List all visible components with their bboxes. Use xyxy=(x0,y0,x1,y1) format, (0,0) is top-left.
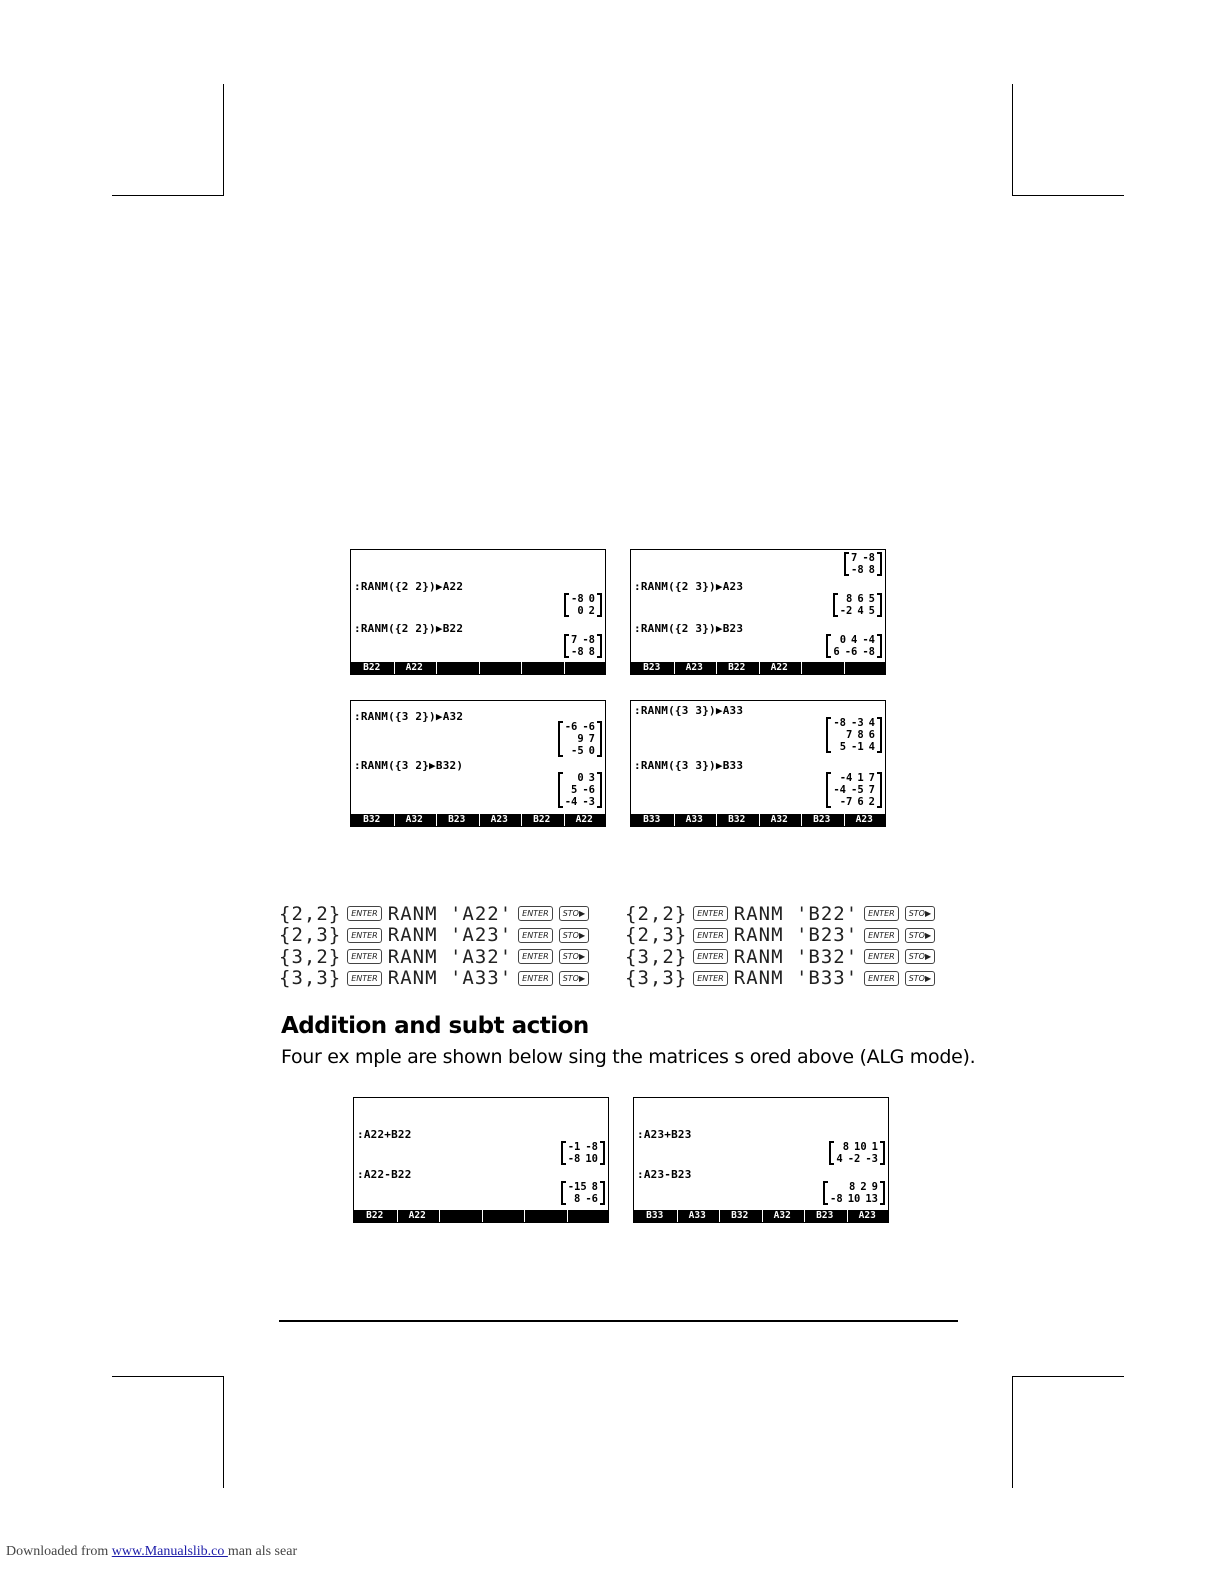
matrix-cell: 7 xyxy=(868,784,875,796)
matrix-rows xyxy=(834,1141,880,1165)
keystroke-row xyxy=(279,968,589,990)
crop-mark xyxy=(112,195,224,196)
matrix-row xyxy=(833,634,875,646)
matrix-row xyxy=(830,1193,878,1205)
matrix-row xyxy=(565,784,595,796)
screen-line: :RANM({2 3})▶A23 xyxy=(634,580,744,593)
enter-key-icon: ENTER xyxy=(518,949,553,964)
calculator-screen-ranm-2x2 xyxy=(350,549,606,675)
matrix-cell: 3 xyxy=(588,772,595,784)
matrix-cell: -1 xyxy=(851,741,864,753)
enter-key-icon: ENTER xyxy=(347,949,382,964)
matrix-result xyxy=(826,717,882,753)
soft-menu-key[interactable]: A22 xyxy=(564,814,605,826)
soft-menu-bar[interactable] xyxy=(351,662,605,674)
matrix-cell: 6 xyxy=(833,646,840,658)
crop-mark xyxy=(1012,84,1013,196)
matrix-row xyxy=(840,593,875,605)
matrix-cell: 5 xyxy=(868,605,875,617)
matrix-cell: -6 xyxy=(582,721,595,733)
matrix-cell: -8 xyxy=(571,593,584,605)
crop-mark xyxy=(1012,1376,1013,1488)
matrix-cell: 1 xyxy=(857,772,864,784)
matrix-result xyxy=(564,593,602,617)
keystroke-row xyxy=(279,925,589,947)
matrix-rows xyxy=(563,772,597,808)
matrix-cell: 6 xyxy=(857,593,864,605)
keystroke-row xyxy=(625,903,935,925)
soft-menu-key[interactable] xyxy=(801,662,842,674)
command-text: RANM 'A23' xyxy=(387,924,513,947)
enter-key-icon: ENTER xyxy=(864,906,899,921)
matrix-cell: 8 xyxy=(849,1181,856,1193)
soft-menu-key[interactable]: B22 xyxy=(716,662,757,674)
soft-menu-key[interactable] xyxy=(844,662,885,674)
soft-menu-key[interactable]: A22 xyxy=(394,662,435,674)
soft-menu-key[interactable]: B23 xyxy=(643,662,661,673)
screen-line: :RANM({3 3})▶A33 xyxy=(634,704,744,717)
list-argument: {3,3} xyxy=(279,967,342,990)
matrix-result xyxy=(561,1141,605,1165)
matrix-cell: -8 xyxy=(833,717,847,729)
matrix-cell: 5 xyxy=(868,593,875,605)
matrix-cell: 5 xyxy=(839,741,847,753)
list-argument: {3,2} xyxy=(625,945,688,968)
soft-menu-bar[interactable] xyxy=(354,1210,608,1222)
matrix-cell: 9 xyxy=(577,733,584,745)
soft-menu-key[interactable]: A22 xyxy=(759,662,800,674)
enter-key-icon: ENTER xyxy=(518,906,553,921)
matrix-cell: 5 xyxy=(571,784,578,796)
soft-menu-bar[interactable] xyxy=(631,814,885,826)
matrix-rows xyxy=(569,593,597,617)
enter-key-icon: ENTER xyxy=(693,949,728,964)
matrix-cell: 7 xyxy=(851,552,858,564)
footer-prefix: Downloaded from xyxy=(6,1544,112,1559)
matrix-cell: 0 xyxy=(577,772,584,784)
keystroke-row xyxy=(279,946,589,968)
matrix-row xyxy=(836,1153,878,1165)
matrix-rows xyxy=(563,721,597,757)
matrix-row xyxy=(571,646,595,658)
matrix-row xyxy=(565,745,595,757)
list-argument: {2,3} xyxy=(279,924,342,947)
matrix-rows xyxy=(828,1181,880,1205)
footer xyxy=(6,1544,297,1560)
matrix-cell: 2 xyxy=(868,796,875,808)
matrix-rows xyxy=(831,634,877,658)
matrix-bracket-right xyxy=(877,634,882,658)
keystroke-list-right xyxy=(625,903,935,989)
matrix-row xyxy=(836,1141,878,1153)
matrix-cell: -3 xyxy=(851,717,864,729)
command-text: RANM 'B33' xyxy=(733,967,859,990)
calculator-screen-ranm-3x3 xyxy=(630,700,886,827)
list-argument: {3,3} xyxy=(625,967,688,990)
enter-key-icon: ENTER xyxy=(693,971,728,986)
matrix-row xyxy=(833,717,875,729)
matrix-row xyxy=(568,1193,598,1205)
matrix-cell: 0 xyxy=(588,593,595,605)
soft-menu-key[interactable]: A33 xyxy=(674,814,715,826)
list-argument: {3,2} xyxy=(279,945,342,968)
matrix-row xyxy=(833,772,875,784)
matrix-cell: -5 xyxy=(571,745,584,757)
matrix-cell: -2 xyxy=(839,605,853,617)
calculator-screen-ranm-2x3 xyxy=(630,549,886,675)
soft-menu-key[interactable]: A23 xyxy=(674,662,715,674)
command-text: RANM 'B23' xyxy=(733,924,859,947)
soft-menu-key[interactable] xyxy=(567,1210,608,1222)
matrix-cell: -4 xyxy=(564,796,578,808)
matrix-row xyxy=(833,741,875,753)
soft-menu-key[interactable]: B23 xyxy=(436,814,477,826)
screen-line: :RANM({2 2})▶A22 xyxy=(354,580,464,593)
matrix-cell: 7 xyxy=(846,729,853,741)
list-argument: {2,2} xyxy=(279,902,342,925)
matrix-result xyxy=(823,1181,885,1205)
soft-menu-key[interactable]: B23 xyxy=(804,1210,845,1222)
matrix-row xyxy=(833,796,875,808)
matrix-cell: 0 xyxy=(577,605,584,617)
soft-menu-key[interactable] xyxy=(439,1210,480,1222)
matrix-row xyxy=(568,1181,598,1193)
matrix-row xyxy=(830,1181,878,1193)
command-text: RANM 'A33' xyxy=(387,967,513,990)
matrix-row xyxy=(851,552,875,564)
matrix-cell: 8 xyxy=(591,1181,598,1193)
screen-line: :RANM({2 2})▶B22 xyxy=(354,622,464,635)
matrix-bracket-right xyxy=(600,1141,605,1165)
enter-key-icon: ENTER xyxy=(347,906,382,921)
sto-key-icon: STO▶ xyxy=(559,949,589,964)
matrix-rows xyxy=(831,772,877,808)
matrix-rows xyxy=(566,1141,600,1165)
matrix-cell: 1 xyxy=(871,1141,878,1153)
sto-key-icon: STO▶ xyxy=(905,928,935,943)
screen-line: :RANM({2 3})▶B23 xyxy=(634,622,744,635)
enter-key-icon: ENTER xyxy=(864,928,899,943)
matrix-rows xyxy=(569,634,597,658)
keystroke-list-left xyxy=(279,903,589,989)
soft-menu-bar[interactable] xyxy=(631,662,885,674)
matrix-bracket-right xyxy=(877,552,882,576)
matrix-cell: 2 xyxy=(588,605,595,617)
screen-line: :A23-B23 xyxy=(637,1168,692,1181)
matrix-result xyxy=(564,634,602,658)
screen-line: :A22-B22 xyxy=(357,1168,412,1181)
matrix-cell: 4 xyxy=(868,741,875,753)
matrix-cell: 8 xyxy=(574,1193,581,1205)
enter-key-icon: ENTER xyxy=(693,928,728,943)
matrix-cell: 8 xyxy=(588,646,595,658)
soft-menu-key[interactable] xyxy=(436,662,477,674)
keystroke-row xyxy=(625,968,935,990)
enter-key-icon: ENTER xyxy=(518,971,553,986)
matrix-result xyxy=(833,593,882,617)
section-heading: Addition and subt action xyxy=(281,1013,589,1039)
crop-mark xyxy=(1012,195,1124,196)
matrix-row xyxy=(571,605,595,617)
matrix-cell: 8 xyxy=(868,564,875,576)
matrix-row xyxy=(565,733,595,745)
crop-mark xyxy=(223,84,224,196)
matrix-cell: 0 xyxy=(839,634,847,646)
matrix-result xyxy=(829,1141,885,1165)
matrix-cell: -8 xyxy=(830,1193,843,1205)
sto-key-icon: STO▶ xyxy=(559,906,589,921)
command-text: RANM 'B32' xyxy=(733,945,859,968)
matrix-row xyxy=(833,729,875,741)
matrix-cell: 10 xyxy=(854,1141,867,1153)
matrix-cell: -4 xyxy=(833,784,847,796)
soft-menu-key[interactable]: A22 xyxy=(397,1210,438,1222)
sto-key-icon: STO▶ xyxy=(905,971,935,986)
matrix-cell: -6 xyxy=(582,784,595,796)
soft-menu-key[interactable]: A32 xyxy=(394,814,435,826)
matrix-row xyxy=(568,1141,598,1153)
matrix-cell: -8 xyxy=(582,634,595,646)
matrix-cell: -8 xyxy=(862,646,875,658)
enter-key-icon: ENTER xyxy=(864,971,899,986)
matrix-bracket-right xyxy=(877,717,882,753)
matrix-result xyxy=(558,721,602,757)
matrix-bracket-right xyxy=(880,1141,885,1165)
matrix-cell: -5 xyxy=(851,784,864,796)
soft-menu-key[interactable]: A23 xyxy=(847,1210,888,1222)
soft-menu-key[interactable]: A23 xyxy=(844,814,885,826)
matrix-cell: 2 xyxy=(860,1181,867,1193)
matrix-cell: 4 xyxy=(857,605,864,617)
matrix-row xyxy=(565,721,595,733)
matrix-cell: -8 xyxy=(585,1141,598,1153)
screen-line: :RANM({3 3})▶B33 xyxy=(634,759,744,772)
matrix-rows xyxy=(831,717,877,753)
matrix-result xyxy=(844,552,882,576)
command-text: RANM 'A22' xyxy=(387,902,513,925)
matrix-cell: -1 xyxy=(567,1141,581,1153)
matrix-cell: -4 xyxy=(862,634,875,646)
screen-line: :A22+B22 xyxy=(357,1128,412,1141)
matrix-cell: -15 xyxy=(567,1181,587,1193)
soft-menu-key[interactable] xyxy=(521,662,562,674)
matrix-cell: -8 xyxy=(567,1153,581,1165)
matrix-cell: -6 xyxy=(585,1193,598,1205)
soft-menu-bar[interactable] xyxy=(351,814,605,826)
keystroke-row xyxy=(625,946,935,968)
list-argument: {2,2} xyxy=(625,902,688,925)
soft-menu-key[interactable] xyxy=(479,662,520,674)
matrix-cell: 4 xyxy=(868,717,875,729)
matrix-cell: 7 xyxy=(571,634,578,646)
soft-menu-key[interactable]: A33 xyxy=(677,1210,718,1222)
keystroke-row xyxy=(279,903,589,925)
matrix-bracket-right xyxy=(597,593,602,617)
screen-line: :RANM({3 2})▶A32 xyxy=(354,710,464,723)
soft-menu-key[interactable]: B32 xyxy=(363,814,381,825)
soft-menu-key[interactable]: B32 xyxy=(719,1210,760,1222)
sto-key-icon: STO▶ xyxy=(905,949,935,964)
page-rule xyxy=(279,1320,958,1322)
soft-menu-key[interactable]: B22 xyxy=(366,1210,384,1221)
matrix-result xyxy=(561,1181,605,1205)
soft-menu-key[interactable]: B22 xyxy=(521,814,562,826)
matrix-cell: 9 xyxy=(871,1181,878,1193)
enter-key-icon: ENTER xyxy=(518,928,553,943)
matrix-row xyxy=(565,796,595,808)
soft-menu-key[interactable]: B33 xyxy=(646,1210,664,1221)
matrix-cell: -7 xyxy=(839,796,853,808)
matrix-bracket-right xyxy=(877,593,882,617)
footer-link[interactable]: www.Manualslib.co xyxy=(111,1544,228,1559)
keystroke-row xyxy=(625,925,935,947)
screen-line: :A23+B23 xyxy=(637,1128,692,1141)
matrix-row xyxy=(571,593,595,605)
screen-line: :RANM({3 2}▶B32) xyxy=(354,759,464,772)
soft-menu-bar[interactable] xyxy=(634,1210,888,1222)
matrix-cell: -3 xyxy=(582,796,595,808)
matrix-cell: -3 xyxy=(865,1153,878,1165)
matrix-rows xyxy=(566,1181,600,1205)
matrix-cell: 7 xyxy=(868,772,875,784)
matrix-bracket-right xyxy=(597,721,602,757)
matrix-cell: -8 xyxy=(571,646,584,658)
matrix-row xyxy=(851,564,875,576)
calculator-screen-add-sub-2x2 xyxy=(353,1097,609,1223)
matrix-row xyxy=(565,772,595,784)
matrix-cell: -6 xyxy=(564,721,578,733)
soft-menu-key[interactable] xyxy=(482,1210,523,1222)
matrix-row xyxy=(568,1153,598,1165)
crop-mark xyxy=(1012,1376,1124,1377)
soft-menu-key[interactable]: A32 xyxy=(762,1210,803,1222)
matrix-cell: -8 xyxy=(862,552,875,564)
sto-key-icon: STO▶ xyxy=(905,906,935,921)
matrix-row xyxy=(571,634,595,646)
crop-mark xyxy=(112,1376,224,1377)
matrix-bracket-right xyxy=(597,772,602,808)
matrix-bracket-right xyxy=(600,1181,605,1205)
matrix-cell: -4 xyxy=(839,772,853,784)
matrix-cell: 7 xyxy=(588,733,595,745)
calculator-screen-ranm-3x2 xyxy=(350,700,606,827)
matrix-bracket-right xyxy=(597,634,602,658)
matrix-cell: 13 xyxy=(865,1193,878,1205)
crop-mark xyxy=(223,1376,224,1488)
section-paragraph: Four ex mple are shown below sing the matrices s ored above (ALG mode). xyxy=(281,1046,976,1068)
matrix-cell: 10 xyxy=(585,1153,598,1165)
soft-menu-key[interactable] xyxy=(564,662,605,674)
matrix-row xyxy=(833,784,875,796)
soft-menu-key[interactable] xyxy=(524,1210,565,1222)
matrix-bracket-right xyxy=(880,1181,885,1205)
command-text: RANM 'B22' xyxy=(733,902,859,925)
matrix-result xyxy=(558,772,602,808)
sto-key-icon: STO▶ xyxy=(559,928,589,943)
soft-menu-key[interactable]: B33 xyxy=(643,814,661,825)
enter-key-icon: ENTER xyxy=(693,906,728,921)
matrix-result xyxy=(826,634,882,658)
soft-menu-key[interactable]: B32 xyxy=(716,814,757,826)
matrix-cell: 8 xyxy=(842,1141,850,1153)
matrix-cell: 10 xyxy=(847,1193,861,1205)
matrix-cell: -2 xyxy=(847,1153,861,1165)
footer-suffix: man als sear xyxy=(227,1544,298,1559)
matrix-cell: 6 xyxy=(868,729,875,741)
matrix-cell: 6 xyxy=(857,796,864,808)
command-text: RANM 'A32' xyxy=(387,945,513,968)
enter-key-icon: ENTER xyxy=(347,971,382,986)
matrix-cell: 4 xyxy=(836,1153,843,1165)
soft-menu-key[interactable]: B22 xyxy=(363,662,381,673)
matrix-rows xyxy=(849,552,877,576)
enter-key-icon: ENTER xyxy=(864,949,899,964)
matrix-cell: -8 xyxy=(851,564,864,576)
matrix-row xyxy=(840,605,875,617)
matrix-cell: 8 xyxy=(846,593,853,605)
enter-key-icon: ENTER xyxy=(347,928,382,943)
soft-menu-key[interactable]: A23 xyxy=(479,814,520,826)
calculator-screen-add-sub-2x3 xyxy=(633,1097,889,1223)
soft-menu-key[interactable]: A32 xyxy=(759,814,800,826)
matrix-row xyxy=(833,646,875,658)
matrix-cell: 8 xyxy=(857,729,864,741)
sto-key-icon: STO▶ xyxy=(559,971,589,986)
matrix-bracket-right xyxy=(877,772,882,808)
matrix-rows xyxy=(838,593,877,617)
matrix-cell: 0 xyxy=(588,745,595,757)
list-argument: {2,3} xyxy=(625,924,688,947)
matrix-cell: 4 xyxy=(851,634,858,646)
soft-menu-key[interactable]: B23 xyxy=(801,814,842,826)
matrix-result xyxy=(826,772,882,808)
matrix-cell: -6 xyxy=(844,646,858,658)
